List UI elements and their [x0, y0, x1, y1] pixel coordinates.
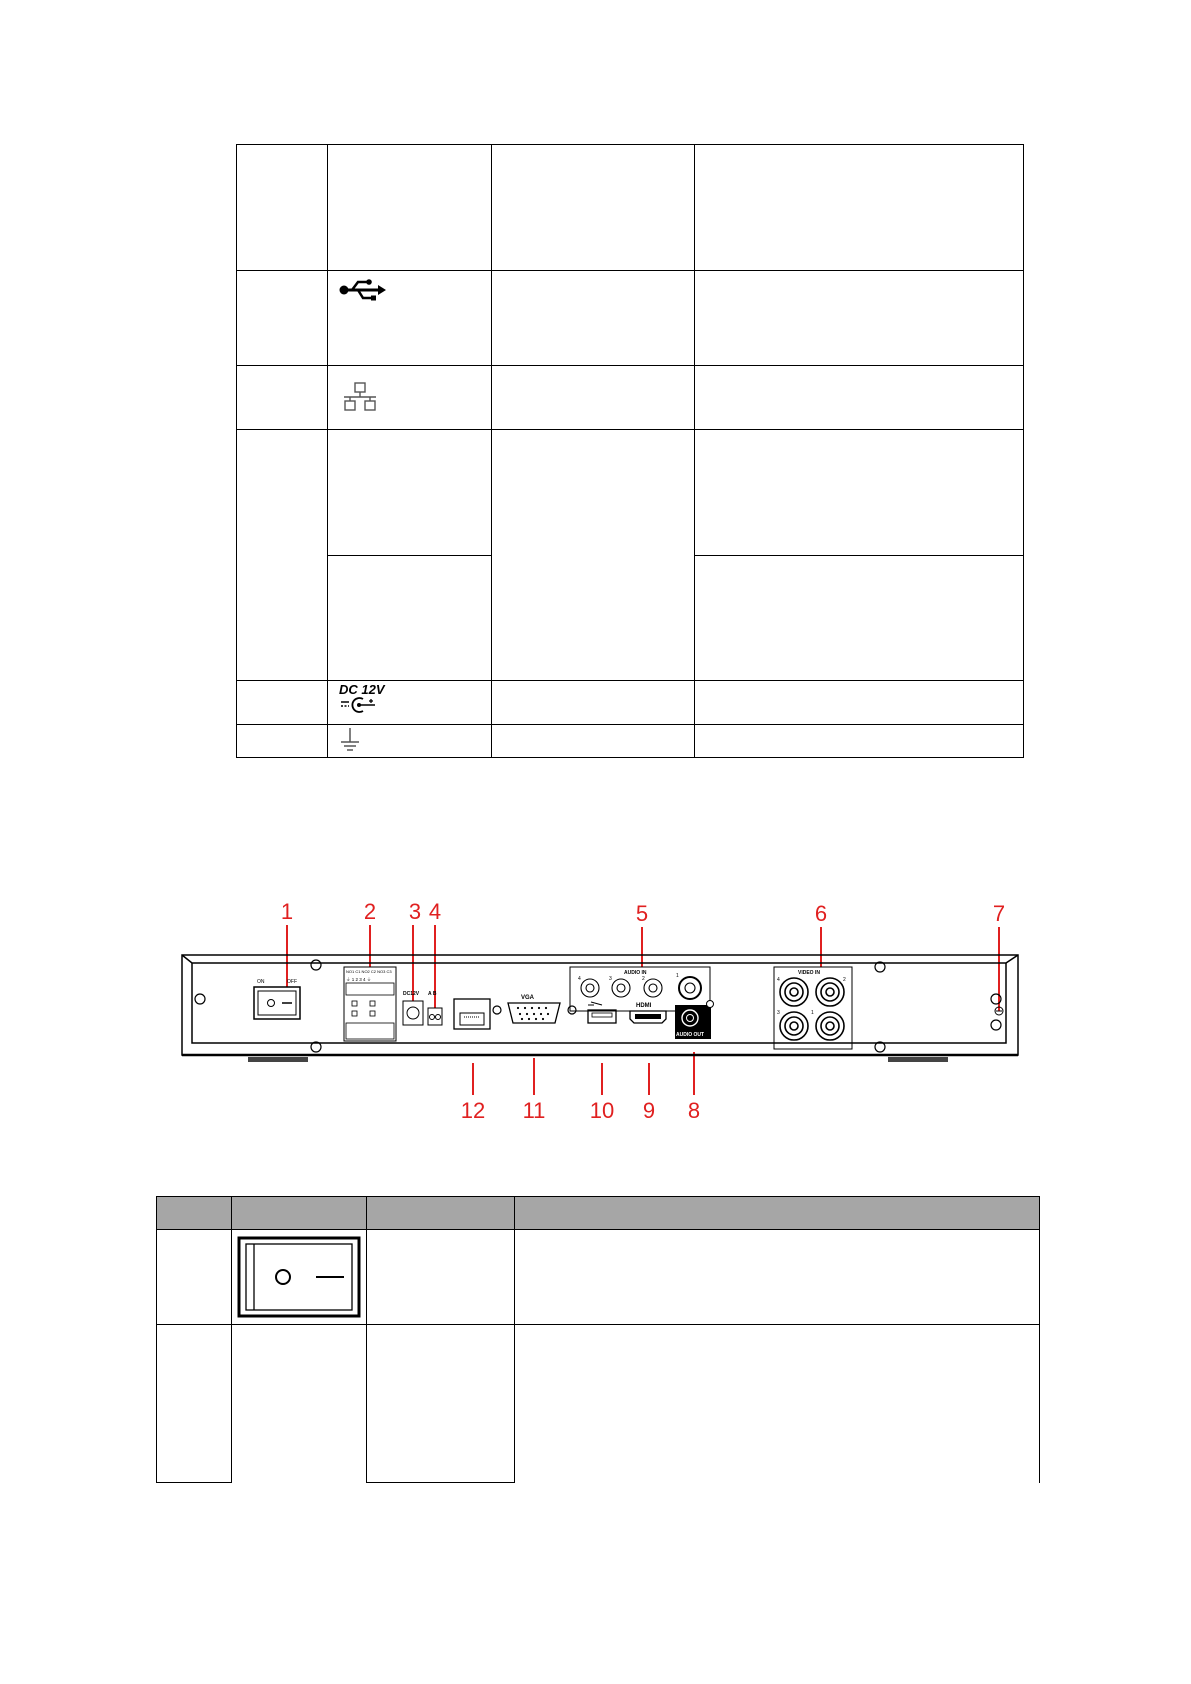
- callout-8: 8: [687, 1098, 701, 1123]
- rear-panel-diagram: [170, 895, 1030, 1135]
- table-row: [237, 725, 1024, 758]
- callout-10: 10: [589, 1098, 615, 1123]
- table-row: [237, 366, 1024, 430]
- ab-panel-label: A B: [428, 991, 437, 997]
- power-on-label: ON: [257, 979, 265, 985]
- port-description-table: [236, 144, 1024, 758]
- vga-port: [508, 995, 560, 1023]
- callout-6: 6: [814, 901, 828, 926]
- header-cell: [515, 1197, 1040, 1230]
- usb-icon: [328, 271, 388, 311]
- callout-4: 4: [428, 899, 442, 924]
- callout-2: 2: [363, 899, 377, 924]
- power-switch-icon: [232, 1232, 367, 1322]
- table-row: [237, 145, 1024, 271]
- rs485-port: [428, 991, 442, 1025]
- power-switch: [254, 979, 300, 1019]
- table-row: [237, 681, 1024, 725]
- power-off-label: OFF: [287, 979, 297, 985]
- audio-in-panel-label: AUDIO IN: [624, 970, 647, 976]
- dc-power-label: DC 12V: [339, 682, 385, 697]
- callout-9: 9: [642, 1098, 656, 1123]
- dc12v-panel-label: DC12V: [403, 991, 420, 997]
- video-in-group: [774, 967, 852, 1049]
- callout-7: 7: [992, 901, 1006, 926]
- header-cell: [367, 1197, 515, 1230]
- audio-out-panel-label: AUDIO OUT: [676, 1032, 705, 1038]
- header-cell: [232, 1197, 367, 1230]
- hdmi-port: [630, 1003, 666, 1023]
- audio-in-4: 4: [578, 976, 581, 982]
- table-header-row: [157, 1197, 1040, 1230]
- dc-power-icon: [328, 681, 491, 720]
- dc-12v-jack: [403, 991, 423, 1025]
- audio-out-port: [675, 1001, 714, 1040]
- alarm-terminal: [344, 967, 396, 1041]
- usb-port: [588, 1002, 616, 1023]
- alarm-numbers-label: ⏚ 1 2 3 4 ⏚: [346, 977, 372, 982]
- table-row: [237, 430, 1024, 556]
- hdmi-panel-label: HDMI: [636, 1003, 652, 1009]
- callout-11: 11: [522, 1098, 546, 1123]
- audio-in-1: 1: [676, 973, 679, 979]
- network-icon: [328, 366, 388, 414]
- header-cell: [157, 1197, 232, 1230]
- callout-1: 1: [280, 899, 294, 924]
- video-in-4: 4: [777, 977, 780, 983]
- alarm-header-label: NO1 C1 NO2 C2 NO3 C3: [346, 969, 392, 974]
- ground-icon: [328, 725, 378, 755]
- rear-panel-table: [156, 1196, 1040, 1483]
- callout-12: 12: [460, 1098, 486, 1123]
- video-in-2: 2: [843, 977, 846, 983]
- callout-5: 5: [635, 901, 649, 926]
- ethernet-port: [454, 999, 490, 1029]
- video-in-panel-label: VIDEO IN: [798, 970, 820, 976]
- vga-panel-label: VGA: [521, 995, 535, 1001]
- table-row: [157, 1230, 1040, 1325]
- audio-in-2: 2: [642, 976, 645, 982]
- table-row: [157, 1325, 1040, 1483]
- video-in-1: 1: [811, 1010, 814, 1016]
- callout-3: 3: [408, 899, 422, 924]
- audio-in-3: 3: [609, 976, 612, 982]
- table-row: [237, 271, 1024, 366]
- video-in-3: 3: [777, 1010, 780, 1016]
